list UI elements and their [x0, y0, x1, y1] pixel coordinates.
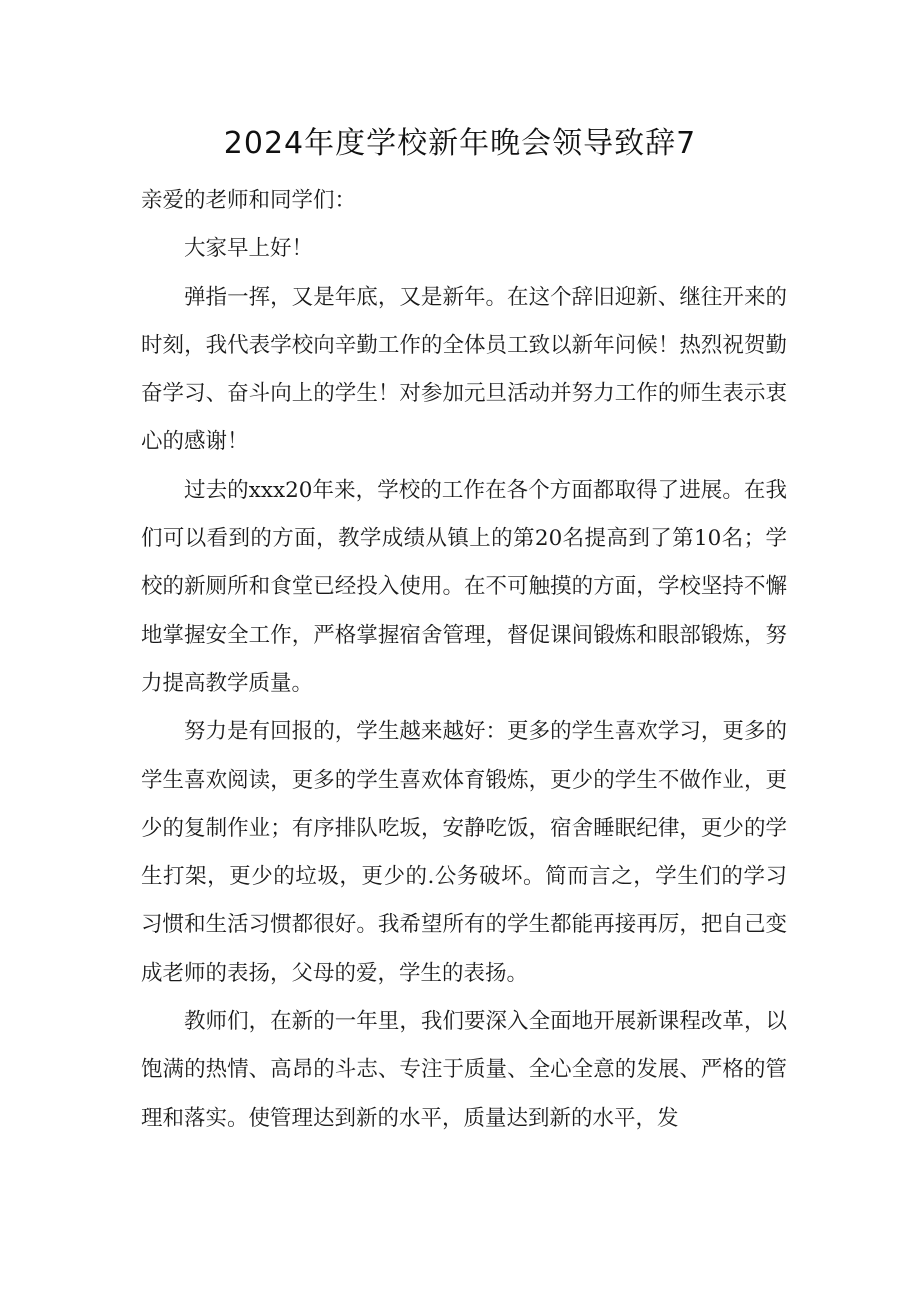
paragraph-progress: 过去的xxx20年来，学校的工作在各个方面都取得了进展。在我们可以看到的方面，教学成绩从镇上的第20名提高到了第10名；学校的新厕所和食堂已经投入使用。在不可触摸的方面，学校坚持不懈地掌握安全工作，严格掌握宿舍管理，督促课间锻炼和眼部锻炼，努力提高教学质量。: [141, 477, 787, 696]
document-body: [141, 177, 787, 1143]
paragraph-students: 努力是有回报的，学生越来越好：更多的学生喜欢学习，更多的学生喜欢阅读，更多的学生喜欢体育锻炼，更少的学生不做作业，更少的复制作业；有序排队吃坂，安静吃饭，宿舍睡眠纪律，更少的学生打架，更少的垃圾，更少的.公务破坏。简而言之，学生们的学习习惯和生活习惯都很好。我希望所有的学生都能再接再厉，把自己变成老师的表扬，父母的爱，学生的表扬。: [141, 719, 787, 986]
paragraph-teachers: 教师们，在新的一年里，我们要深入全面地开展新课程改革，以饱满的热情、高昂的斗志、专注于质量、全心全意的发展、严格的管理和落实。使管理达到新的水平，质量达到新的水平，发: [141, 1009, 787, 1131]
paragraph-new-year: 弹指一挥，又是年底，又是新年。在这个辞旧迎新、继往开来的时刻，我代表学校向辛勤工作的全体员工致以新年问候！热烈祝贺勤奋学习、奋斗向上的学生！对参加元旦活动并努力工作的师生表示衷心的感谢！: [141, 284, 787, 455]
document-title: 2024年度学校新年晚会领导致辞7: [223, 126, 697, 161]
paragraph-greeting: 大家早上好！: [184, 236, 314, 262]
salutation: 亲爱的老师和同学们：: [141, 188, 357, 213]
